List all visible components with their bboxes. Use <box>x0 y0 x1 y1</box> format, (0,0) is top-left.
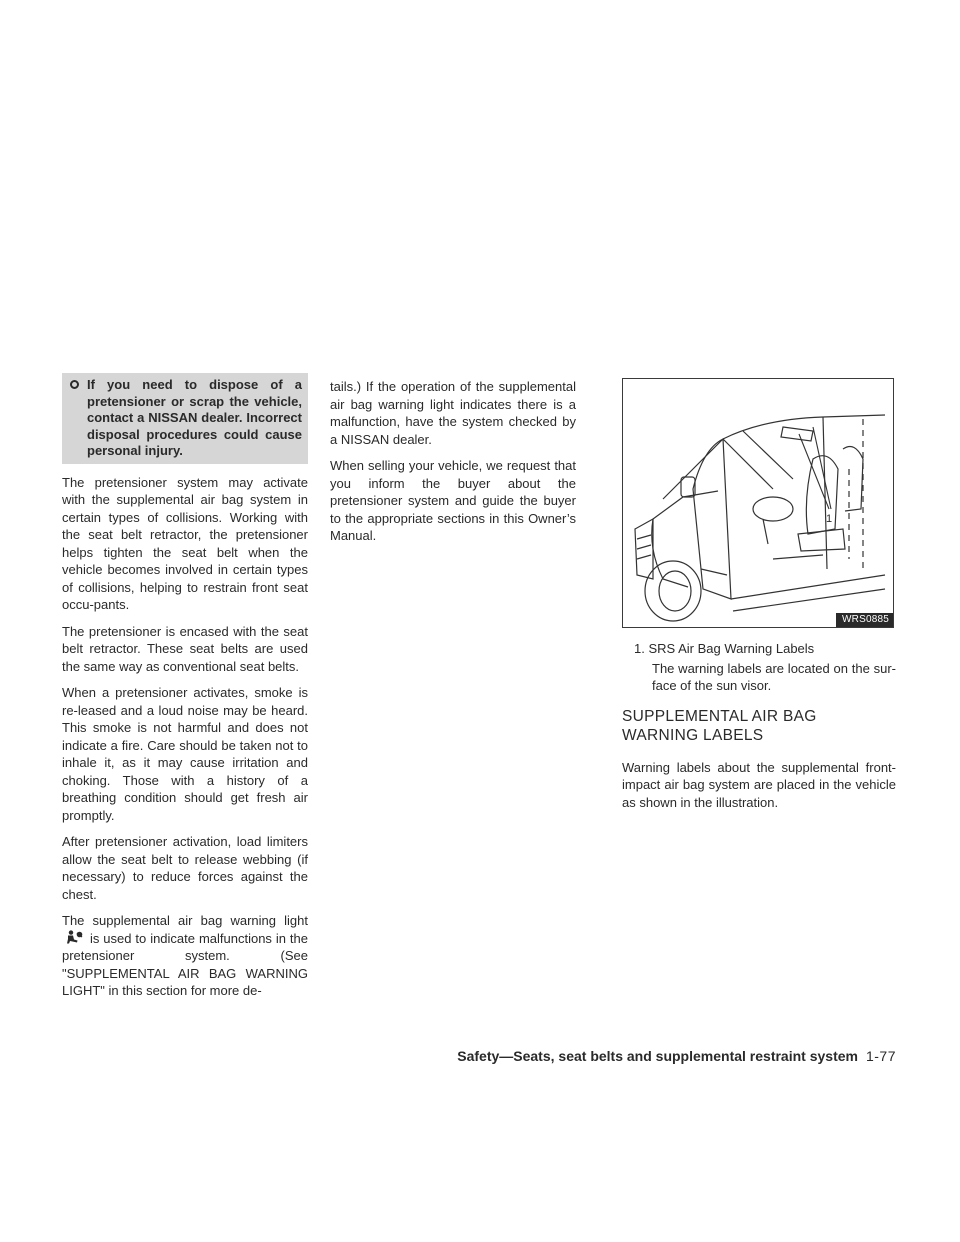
column-left <box>62 373 308 1009</box>
airbag-label-illustration <box>622 378 894 628</box>
paragraph-malfunction: tails.) If the operation of the supplemental air bag warning light indicates there is a malfunction, have the system checked by a NISSAN dealer. <box>330 379 576 447</box>
section-heading-line2: WARNING LABELS <box>622 726 764 744</box>
figure-caption: 1. SRS Air Bag Warning Labels <box>634 641 815 656</box>
warning-light-text-after: is used to indicate malfunctions in the pretensioner system. (See "SUPPLEMENTAL AIR BAG WARNING LIGHT" in this section for more de- <box>62 930 308 998</box>
airbag-warning-icon <box>62 930 86 944</box>
footer-section-title: Safety—Seats, seat belts and supplemental restraint system <box>457 1048 858 1064</box>
paragraph-selling-vehicle: When selling your vehicle, we request that you inform the buyer about the pretensioner system and guide the buyer to the appropriate sections in this Owner’s Manual. <box>330 458 576 543</box>
figure-code: WRS0885 <box>836 613 893 627</box>
section-heading-line1: SUPPLEMENTAL AIR BAG <box>622 707 817 725</box>
warning-light-text-before: The supplemental air bag warning light <box>62 913 308 928</box>
callout-number: 1 <box>826 513 833 525</box>
section-heading <box>622 707 896 745</box>
paragraph-smoke-warning: When a pretensioner activates, smoke is re-leased and a loud noise may be heard. This smoke is not harmful and does not indicate a fire. Care should be taken not to inhale it, as it may cause irritation and choking. Those with a history of a breathing condition should get fresh air promptly. <box>62 685 308 823</box>
paragraph-warning-labels: Warning labels about the supplemental front-impact air bag system are placed in the vehicle as shown in the illustration. <box>622 759 896 810</box>
warning-text: If you need to dispose of a pretensioner or scrap the vehicle, contact a NISSAN dealer. Incorrect disposal procedures could cause personal injury. <box>87 377 302 458</box>
warning-box <box>62 373 308 464</box>
paragraph-load-limiters: After pretensioner activation, load limiters allow the seat belt to release webbing (if necessary) to reduce forces against the chest. <box>62 834 308 902</box>
paragraph-pretensioner-encased: The pretensioner is encased with the seat belt retractor. These seat belts are used the same way as conventional seat belts. <box>62 623 308 674</box>
vehicle-interior-drawing <box>623 379 893 627</box>
paragraph-warning-light <box>62 912 308 1000</box>
paragraph-pretensioner-activation: The pretensioner system may activate with the supplemental air bag system in certain types of collisions. Working with the seat belt retractor, the pretensioner helps tighten the seat belt when the vehicle becomes involved in certain types of collisions, helping to restrain front seat occu-pants. <box>62 474 308 612</box>
page-footer <box>0 1048 896 1064</box>
warning-bullet-icon <box>70 380 79 389</box>
figure-caption-detail: The warning labels are located on the sur-face of the sun visor. <box>652 660 896 693</box>
column-middle <box>330 378 576 554</box>
page-number: 1-77 <box>865 1048 896 1064</box>
column-right <box>622 378 896 820</box>
